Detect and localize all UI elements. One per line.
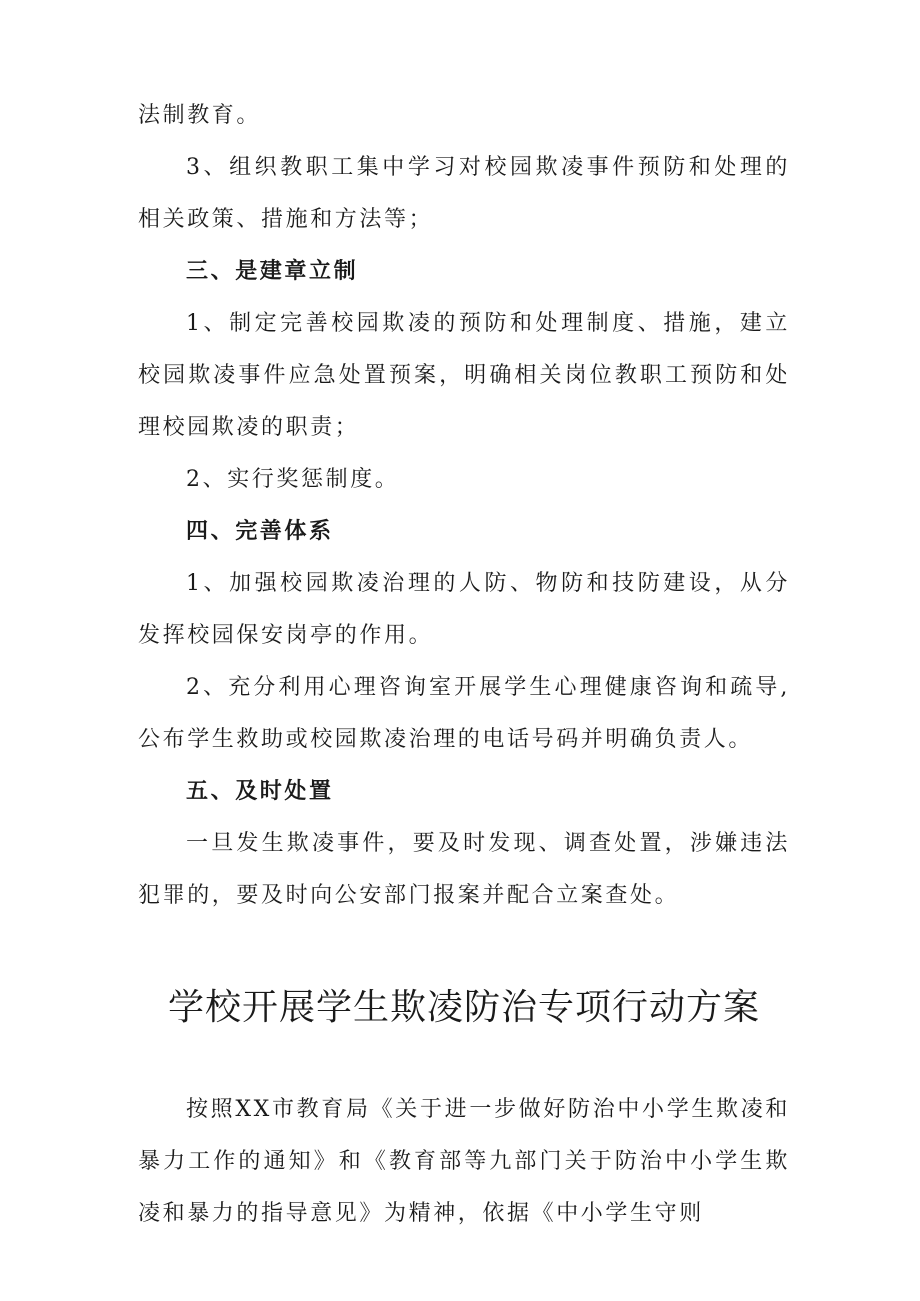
section-5-body: 一旦发生欺凌事件，要及时发现、调查处置，涉嫌违法犯罪的，要及时向公安部门报案并配合立案查处。: [138, 831, 790, 908]
document-title: 学校开展学生欺凌防治专项行动方案: [167, 987, 760, 1028]
item-3-paragraph: 3、组织教职工集中学习对校园欺凌事件预防和处理的相关政策、措施和方法等；: [138, 155, 790, 232]
section-5-heading: 五、及时处置: [186, 779, 334, 804]
section-4-item-1: 1、加强校园欺凌治理的人防、物防和技防建设，从分发挥校园保安岗亭的作用。: [138, 571, 790, 648]
section-3-heading: 三、是建章立制: [186, 259, 359, 284]
section-4-heading: 四、完善体系: [186, 519, 334, 544]
section-4-item-2: 2、充分利用心理咨询室开展学生心理健康咨询和疏导,公布学生救助或校园欺凌治理的电话号码并明确负责人。: [138, 675, 790, 752]
continuation-paragraph: 法制教育。: [138, 103, 262, 128]
section-3-item-1: 1、制定完善校园欺凌的预防和处理制度、措施，建立校园欺凌事件应急处置预案，明确相关岗位教职工预防和处理校园欺凌的职责；: [138, 311, 790, 440]
intro-paragraph: 按照XX市教育局《关于进一步做好防治中小学生欺凌和暴力工作的通知》和《教育部等九部门关于防治中小学生欺凌和暴力的指导意见》为精神，依据《中小学生守则: [138, 1097, 790, 1226]
section-3-item-2: 2、实行奖惩制度。: [186, 467, 400, 492]
